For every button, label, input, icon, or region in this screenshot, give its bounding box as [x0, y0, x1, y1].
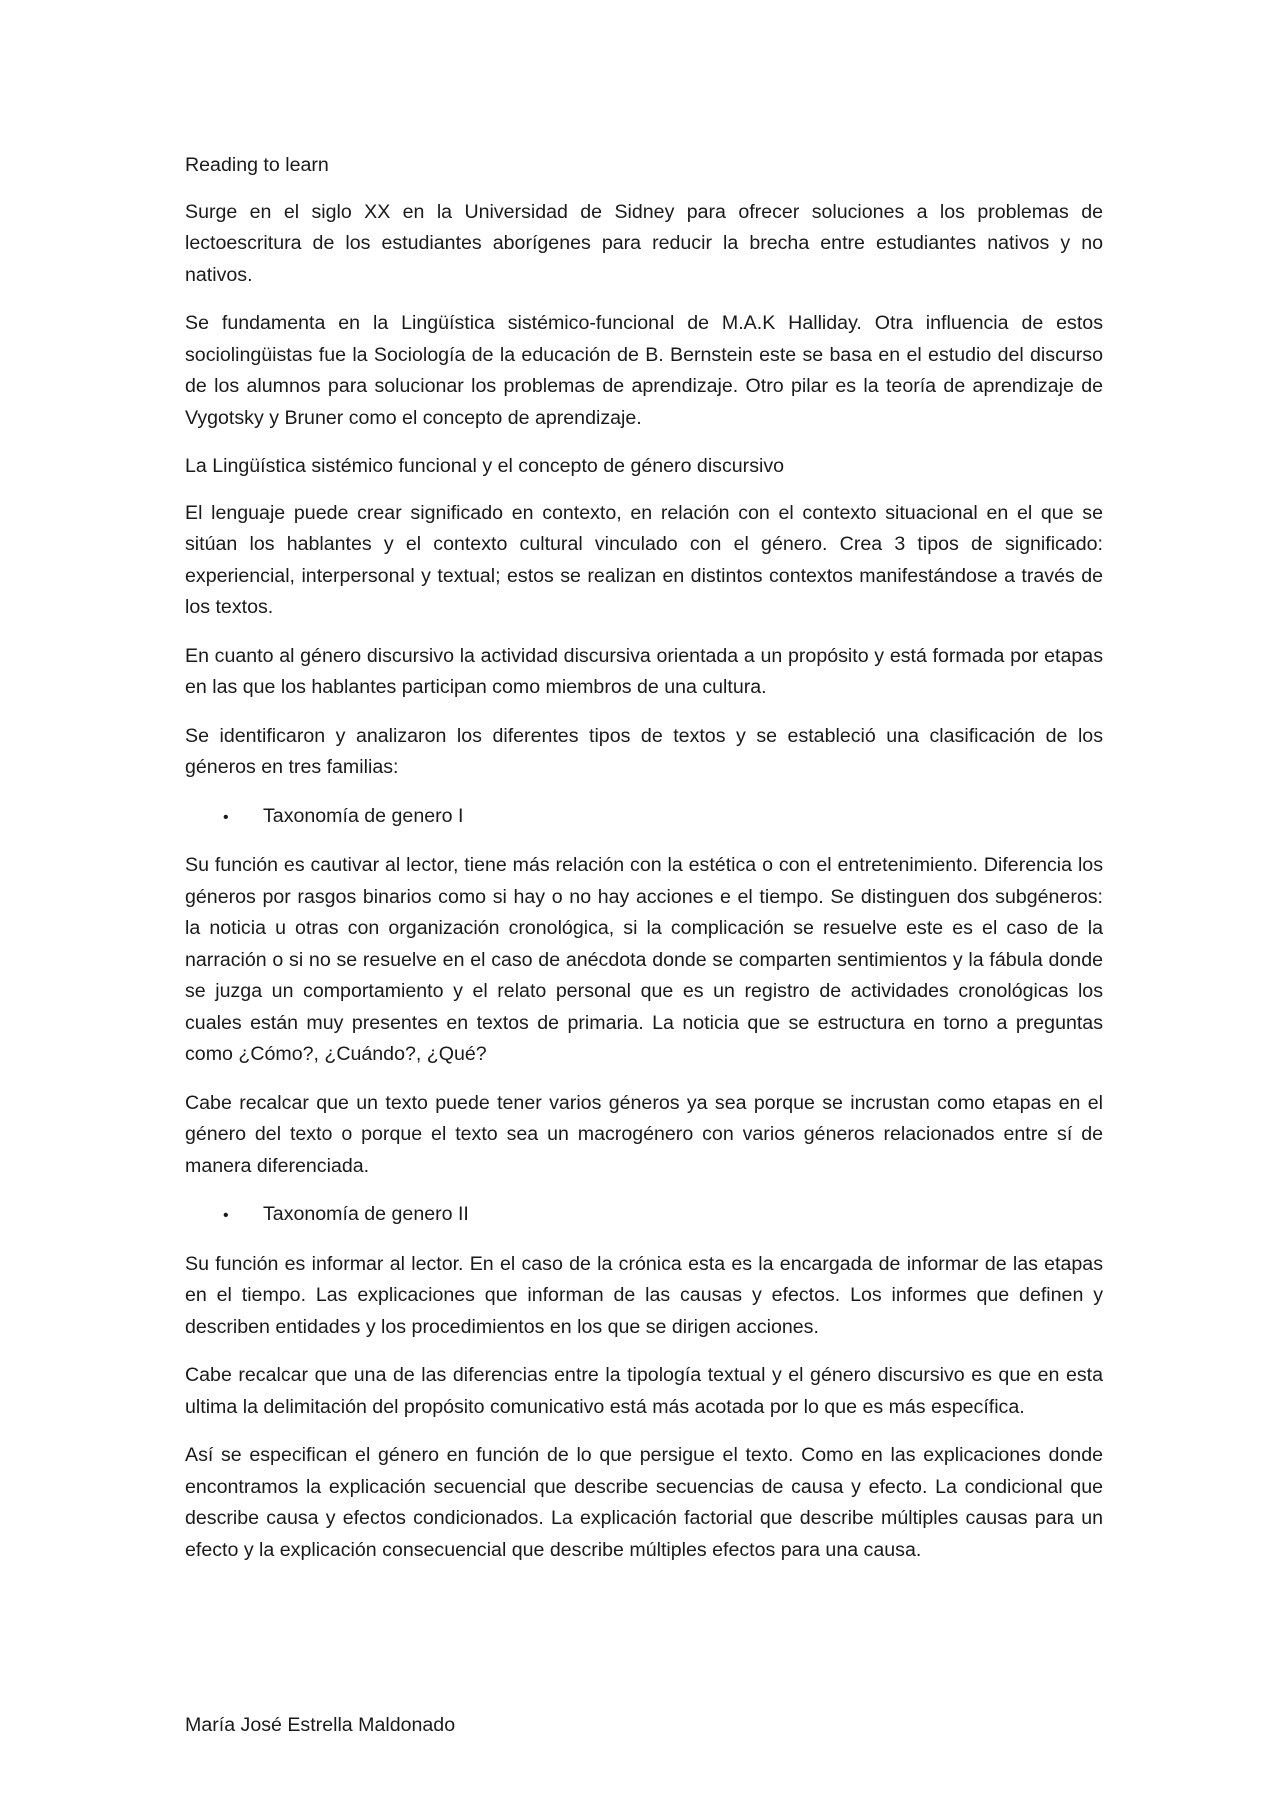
paragraph-foundations: Se fundamenta en la Lingüística sistémico-funcional de M.A.K Halliday. Otra influencia de estos sociolingüistas fue la Sociología de la educación de B. Bernstein este se basa en el estudio del discurso de los alumnos para solucionar los problemas de aprendizaje. Otro pilar es la teoría de aprendizaje de Vygotsky y Bruner como el concepto de aprendizaje. [185, 312, 1103, 429]
paragraph-explanations: Así se especifican el género en función de lo que persigue el texto. Como en las explicaciones donde encontramos la explicación secuencial que describe secuencias de causa y efecto. La condicional que describe causa y efectos condicionados. La explicación factorial que describe múltiples causas para un efecto y la explicación consecuencial que describe múltiples efectos para una causa. [185, 1444, 1103, 1561]
paragraph-taxonomy-2-note: Cabe recalcar que una de las diferencias entre la tipología textual y el género discursivo es que en esta ultima la delimitación del propósito comunicativo está más acotada por lo que es más específica. [185, 1364, 1103, 1418]
paragraph-taxonomy-1-note: Cabe recalcar que un texto puede tener varios géneros ya sea porque se incrustan como etapas en el género del texto o porque el texto sea un macrogénero con varios géneros relacionados entre sí de manera diferenciada. [185, 1091, 1103, 1177]
paragraph-taxonomy-2-function: Su función es informar al lector. En el caso de la crónica esta es la encargada de informar de las etapas en el tiempo. Las explicaciones que informan de las causas y efectos. Los informes que definen y describen entidades y los procedimientos en los que se dirigen acciones. [185, 1252, 1103, 1338]
bullet-label: Taxonomía de genero I [263, 804, 464, 827]
paragraph-classification: Se identificaron y analizaron los diferentes tipos de textos y se estableció una clasificación de los géneros en tres familias: [185, 724, 1103, 778]
bullet-item-taxonomy-1 [185, 801, 1103, 834]
document-body [185, 150, 1103, 1583]
document-title: Reading to learn [185, 154, 329, 176]
bullet-item-taxonomy-2 [185, 1199, 1103, 1232]
document-footer-author: María José Estrella Maldonado [185, 1714, 456, 1736]
bullet-label: Taxonomía de genero II [263, 1203, 469, 1225]
bullet-icon: • [223, 1207, 229, 1224]
paragraph-discursive-genre: En cuanto al género discursivo la actividad discursiva orientada a un propósito y está formada por etapas en las que los hablantes participan como miembros de una cultura. [185, 644, 1103, 698]
section-heading-linguistics: La Lingüística sistémico funcional y el concepto de género discursivo [185, 455, 785, 477]
paragraph-origin: Surge en el siglo XX en la Universidad de Sidney para ofrecer soluciones a los problemas de lectoescritura de los estudiantes aborígenes para reducir la brecha entre estudiantes nativos y no nativos. [185, 200, 1103, 286]
paragraph-language-meaning: El lenguaje puede crear significado en contexto, en relación con el contexto situacional en el que se sitúan los hablantes y el contexto cultural vinculado con el género. Crea 3 tipos de significado: experiencial, interpersonal y textual; estos se realizan en distintos contextos manifestándose a través de los textos. [185, 501, 1103, 618]
bullet-icon: • [223, 808, 229, 826]
paragraph-taxonomy-1-function: Su función es cautivar al lector, tiene más relación con la estética o con el entretenimiento. Diferencia los géneros por rasgos binarios como si hay o no hay acciones e el tiempo. Se distinguen dos subgéneros: la noticia u otras con organización cronológica, si la complicación se resuelve este es el caso de la narración o si no se resuelve en el caso de anécdota donde se comparten sentimientos y la fábula donde se juzga un comportamiento y el relato personal que es un registro de actividades cronológicas los cuales están muy presentes en textos de primaria. La noticia que se estructura en torno a preguntas como ¿Cómo?, ¿Cuándo?, ¿Qué? [185, 854, 1103, 1065]
